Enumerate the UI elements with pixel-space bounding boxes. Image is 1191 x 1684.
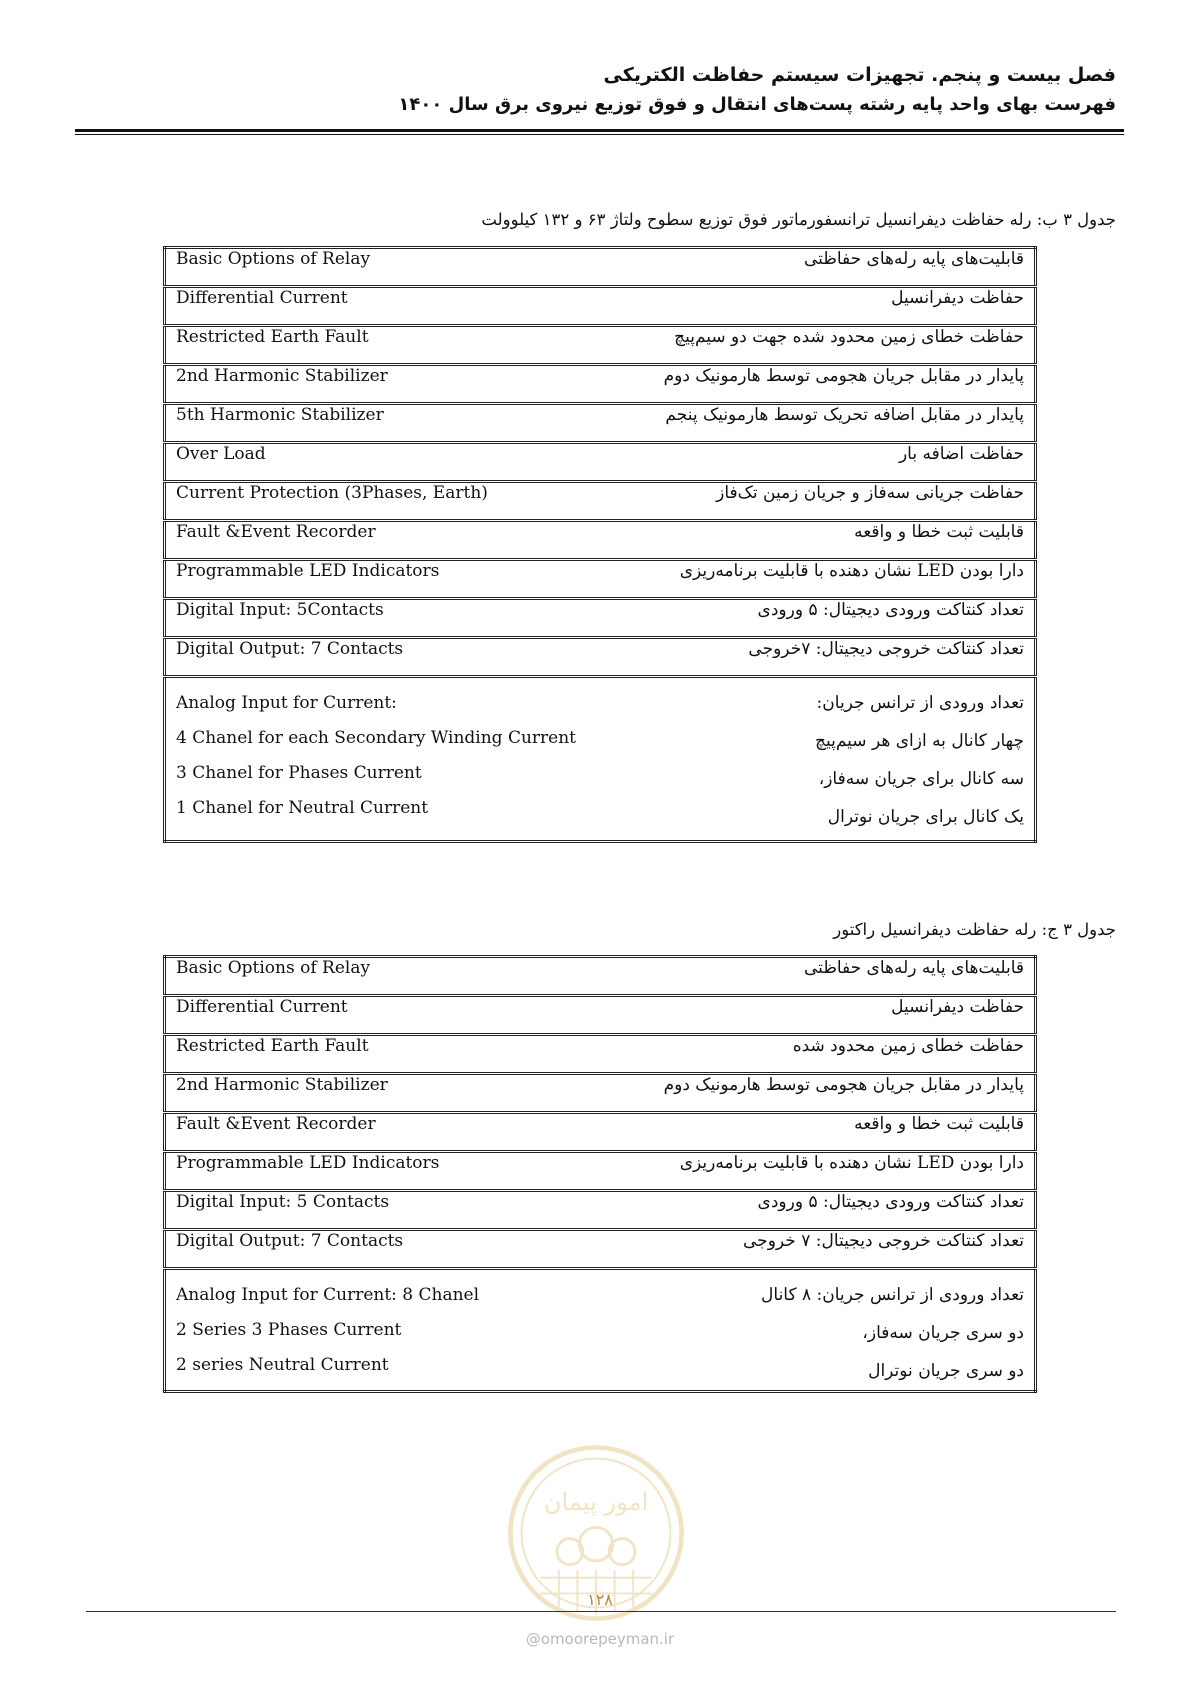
analog-line: 4 Chanel for each Secondary Winding Current	[176, 728, 577, 748]
table-row	[165, 248, 1036, 287]
table-row	[165, 482, 1036, 521]
fa-cell: حفاظت دیفرانسیل	[565, 996, 1036, 1035]
fa-cell	[621, 677, 1035, 842]
table-row	[165, 326, 1036, 365]
analog-input-row	[165, 677, 1036, 842]
fa-cell: حفاظت اضافه بار	[621, 443, 1035, 482]
en-cell: Digital Input: 5Contacts	[165, 599, 622, 638]
analog-line: یک کانال برای جریان نوترال	[827, 807, 1024, 827]
price-list-title: فهرست بهای واحد پایه رشته پست‌های انتقال و فوق توزیع نیروی برق سال ۱۴۰۰	[398, 94, 1116, 115]
en-cell: Digital Output: 7 Contacts	[165, 638, 622, 677]
table-row	[165, 1191, 1036, 1230]
analog-line: تعداد ورودی از ترانس جریان:	[816, 693, 1024, 713]
fa-cell	[565, 1269, 1036, 1392]
fa-cell: تعداد کنتاکت ورودی دیجیتال: ۵ ورودی	[565, 1191, 1036, 1230]
en-cell: Restricted Earth Fault	[165, 326, 622, 365]
table-row	[165, 287, 1036, 326]
en-cell: Current Protection (3Phases, Earth)	[165, 482, 622, 521]
fa-cell: قابلیت ثبت خطا و واقعه	[565, 1113, 1036, 1152]
fa-cell: تعداد کنتاکت خروجی دیجیتال: ۷ خروجی	[565, 1230, 1036, 1269]
en-cell: Differential Current	[165, 287, 622, 326]
analog-line: 3 Chanel for Phases Current	[176, 763, 422, 783]
fa-cell: تعداد کنتاکت ورودی دیجیتال: ۵ ورودی	[621, 599, 1035, 638]
analog-line: 2 Series 3 Phases Current	[176, 1320, 402, 1340]
fa-cell: پایدار در مقابل جریان هجومی توسط هارمونیک دوم	[621, 365, 1035, 404]
transformer-relay-table	[163, 246, 1037, 843]
en-cell: Restricted Earth Fault	[165, 1035, 565, 1074]
page-header	[75, 60, 1116, 120]
en-cell: 2nd Harmonic Stabilizer	[165, 1074, 565, 1113]
fa-cell: قابلیت‌های پایه رله‌های حفاظتی	[565, 957, 1036, 996]
reactor-relay-table	[163, 955, 1037, 1393]
en-cell: Digital Output: 7 Contacts	[165, 1230, 565, 1269]
table-row	[165, 996, 1036, 1035]
analog-line: سه کانال برای جریان سه‌فاز،	[818, 769, 1024, 789]
table1-caption: جدول ۳ ب: رله حفاظت دیفرانسیل ترانسفورماتور فوق توزیع سطوح ولتاژ ۶۳ و ۱۳۲ کیلوولت	[481, 210, 1116, 229]
site-watermark: @omoorepeyman.ir	[525, 1630, 675, 1648]
analog-line: Analog Input for Current:	[176, 693, 397, 713]
analog-line: 1 Chanel for Neutral Current	[176, 798, 429, 818]
table-row	[165, 957, 1036, 996]
en-cell: Programmable LED Indicators	[165, 560, 622, 599]
fa-cell: حفاظت خطای زمین محدود شده جهت دو سیم‌پیچ	[621, 326, 1035, 365]
watermark-text: امور پیمان	[543, 1487, 649, 1516]
analog-line: تعداد ورودی از ترانس جریان: ۸ کانال	[761, 1285, 1024, 1305]
fa-cell: حفاظت خطای زمین محدود شده	[565, 1035, 1036, 1074]
fa-cell: پایدار در مقابل اضافه تحریک توسط هارمونیک پنجم	[621, 404, 1035, 443]
table-row	[165, 638, 1036, 677]
en-cell	[165, 1269, 565, 1392]
fa-cell: دارا بودن LED نشان دهنده با قابلیت برنامه‌ریزی	[565, 1152, 1036, 1191]
analog-line: دو سری جریان نوترال	[868, 1361, 1024, 1381]
analog-line: Analog Input for Current: 8 Chanel	[176, 1285, 480, 1305]
en-cell: 5th Harmonic Stabilizer	[165, 404, 622, 443]
analog-line: دو سری جریان سه‌فاز،	[862, 1323, 1024, 1343]
en-cell: Differential Current	[165, 996, 565, 1035]
en-cell: Fault &Event Recorder	[165, 521, 622, 560]
analog-line: 2 series Neutral Current	[176, 1355, 389, 1375]
table-row	[165, 365, 1036, 404]
table-row	[165, 1230, 1036, 1269]
table-row	[165, 1113, 1036, 1152]
table-row	[165, 404, 1036, 443]
analog-input-row	[165, 1269, 1036, 1392]
en-cell: Over Load	[165, 443, 622, 482]
fa-cell: قابلیت‌های پایه رله‌های حفاظتی	[621, 248, 1035, 287]
table-row	[165, 1035, 1036, 1074]
fa-cell: دارا بودن LED نشان دهنده با قابلیت برنامه‌ریزی	[621, 560, 1035, 599]
table-row	[165, 1074, 1036, 1113]
en-cell: Basic Options of Relay	[165, 248, 622, 287]
fa-cell: حفاظت دیفرانسیل	[621, 287, 1035, 326]
en-cell: Basic Options of Relay	[165, 957, 565, 996]
footer-rule	[86, 1611, 1116, 1612]
fa-cell: حفاظت جریانی سه‌فاز و جریان زمین تک‌فاز	[621, 482, 1035, 521]
fa-cell: تعداد کنتاکت خروجی دیجیتال: ۷خروجی	[621, 638, 1035, 677]
en-cell: Fault &Event Recorder	[165, 1113, 565, 1152]
en-cell: Programmable LED Indicators	[165, 1152, 565, 1191]
table-row	[165, 560, 1036, 599]
header-rule	[75, 129, 1124, 132]
analog-line: چهار کانال به ازای هر سیم‌پیچ	[815, 731, 1024, 751]
fa-cell: قابلیت ثبت خطا و واقعه	[621, 521, 1035, 560]
table2-caption: جدول ۳ ج: رله حفاظت دیفرانسیل راکتور	[833, 920, 1116, 939]
en-cell: 2nd Harmonic Stabilizer	[165, 365, 622, 404]
chapter-title: فصل بیست و پنجم. تجهیزات سیستم حفاظت الکتریکی	[603, 64, 1116, 86]
table-row	[165, 599, 1036, 638]
en-cell: Digital Input: 5 Contacts	[165, 1191, 565, 1230]
fa-cell: پایدار در مقابل جریان هجومی توسط هارمونیک دوم	[565, 1074, 1036, 1113]
en-cell	[165, 677, 622, 842]
table-row	[165, 443, 1036, 482]
header-rule-thin	[75, 134, 1124, 135]
page-number: ۱۲۸	[587, 1590, 613, 1609]
table-row	[165, 1152, 1036, 1191]
table-row	[165, 521, 1036, 560]
